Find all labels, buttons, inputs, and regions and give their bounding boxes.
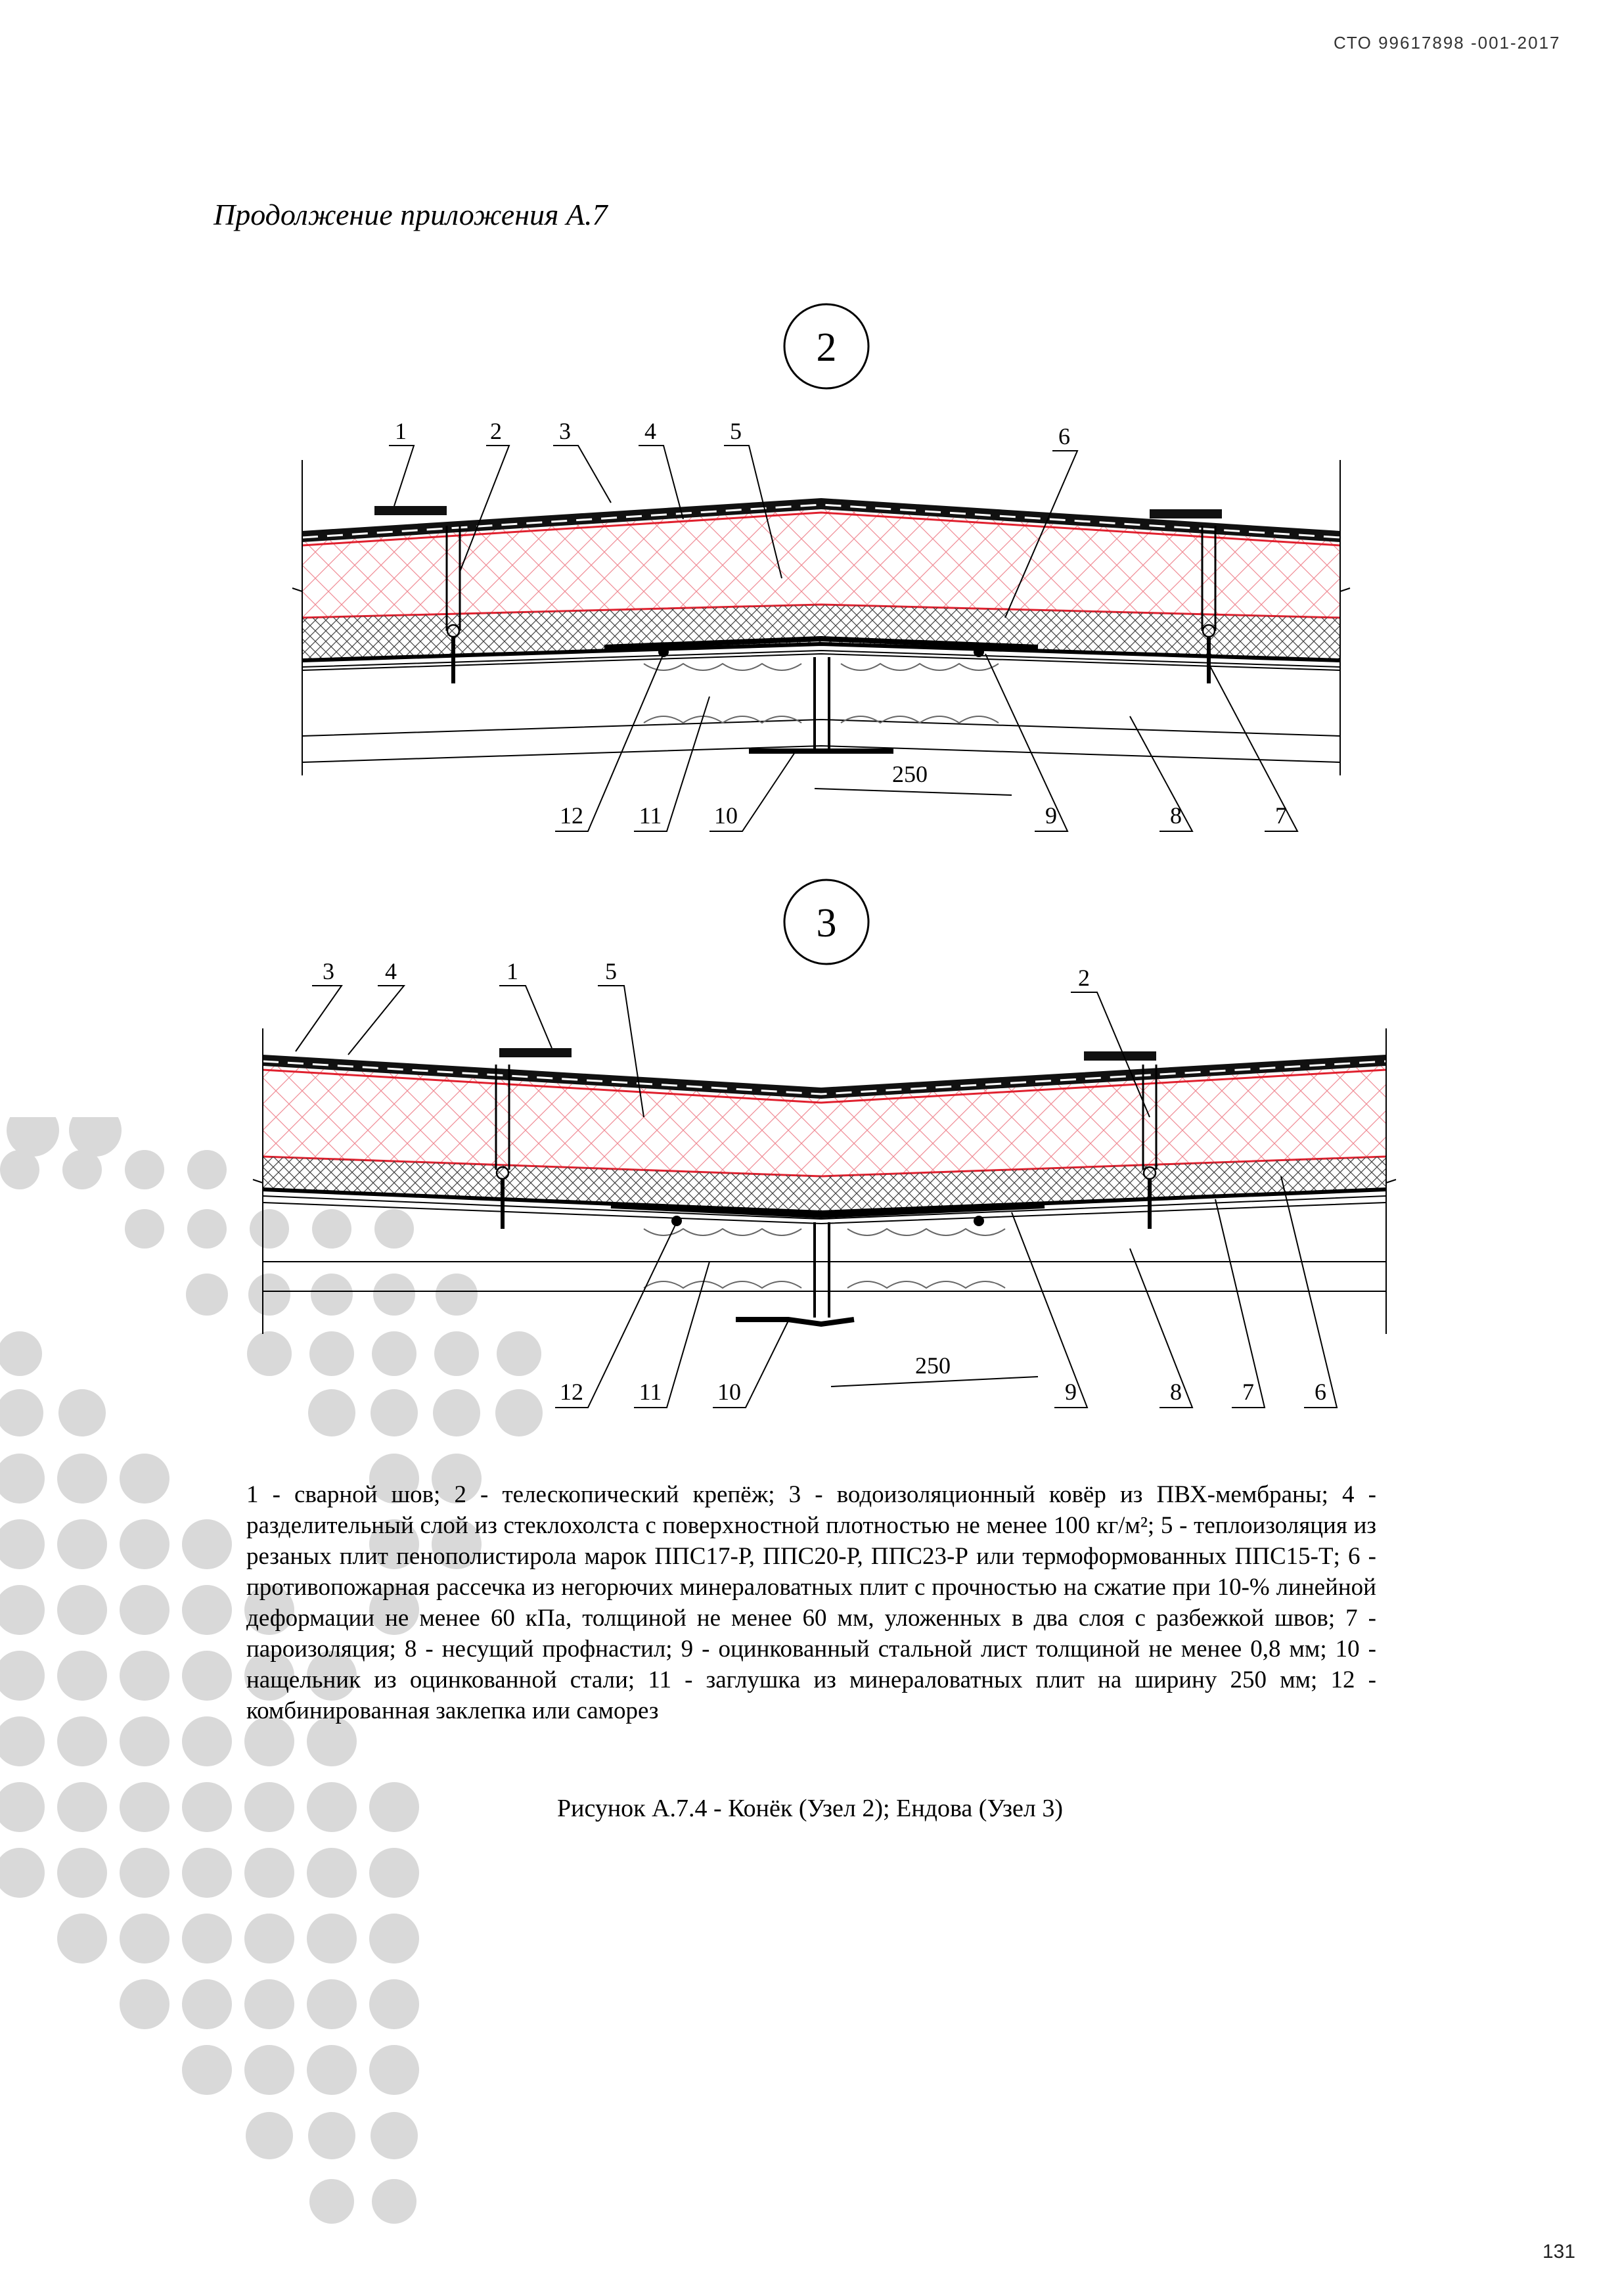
background-dot — [369, 2045, 419, 2095]
callout-label: 9 — [1065, 1379, 1077, 1405]
background-dot — [120, 1585, 169, 1635]
callout-label: 9 — [1045, 802, 1057, 829]
background-dot — [0, 1519, 45, 1569]
background-dot — [308, 2112, 355, 2159]
svg-text:3: 3 — [816, 901, 837, 946]
background-dot — [0, 1585, 45, 1635]
background-dot — [307, 2045, 357, 2095]
background-dot — [369, 1914, 419, 1963]
callout-label: 1 — [506, 958, 518, 984]
background-dot — [120, 1519, 169, 1569]
dimension-label: 250 — [892, 761, 928, 787]
document-code: СТО 99617898 -001-2017 — [1334, 33, 1561, 53]
background-dot — [182, 1979, 232, 2029]
callout-label: 6 — [1058, 423, 1070, 449]
callout-label: 11 — [639, 802, 662, 829]
valley-node-drawing — [0, 874, 1620, 1446]
callout-label: 3 — [559, 418, 571, 444]
background-dot — [0, 1716, 45, 1766]
background-dot — [120, 1651, 169, 1701]
background-dot — [307, 1914, 357, 1963]
background-dot — [182, 1651, 232, 1701]
background-dot — [120, 1848, 169, 1898]
background-dot — [57, 1651, 107, 1701]
background-dot — [0, 1651, 45, 1701]
callout-label: 2 — [490, 418, 502, 444]
callout-label: 3 — [323, 958, 334, 984]
background-dot — [120, 1979, 169, 2029]
background-dot — [0, 1454, 45, 1504]
background-dot — [244, 1979, 294, 2029]
dimension-label: 250 — [915, 1352, 951, 1379]
callout-label: 4 — [385, 958, 397, 984]
node-number-circle — [784, 304, 868, 388]
callout-label: 6 — [1315, 1379, 1326, 1405]
background-dot — [57, 1454, 107, 1504]
callout-label: 5 — [605, 958, 617, 984]
background-dot — [309, 2179, 354, 2224]
background-dot — [182, 1848, 232, 1898]
background-dot — [182, 1585, 232, 1635]
callout-label: 7 — [1242, 1379, 1254, 1405]
background-dot — [57, 1716, 107, 1766]
background-dot — [120, 1454, 169, 1504]
background-dot — [57, 1585, 107, 1635]
background-dot — [371, 2112, 418, 2159]
background-dot — [57, 1519, 107, 1569]
callout-label: 11 — [639, 1379, 662, 1405]
callout-label: 12 — [560, 1379, 583, 1405]
background-dot — [182, 2045, 232, 2095]
callout-label: 1 — [395, 418, 407, 444]
background-dot — [182, 1519, 232, 1569]
callout-label: 8 — [1170, 802, 1182, 829]
background-dot — [307, 1979, 357, 2029]
background-dot — [120, 1716, 169, 1766]
background-dot — [244, 1848, 294, 1898]
callout-label: 10 — [714, 802, 738, 829]
background-dot — [0, 1848, 45, 1898]
callout-label: 7 — [1275, 802, 1287, 829]
background-dot — [182, 1914, 232, 1963]
callout-label: 4 — [644, 418, 656, 444]
figure-caption: Рисунок А.7.4 - Конёк (Узел 2); Ендова (Узел 3) — [556, 1795, 1064, 1822]
background-dot — [244, 1914, 294, 1963]
background-dot — [246, 2112, 293, 2159]
callout-label: 12 — [560, 802, 583, 829]
background-dot — [369, 1848, 419, 1898]
callout-label: 10 — [717, 1379, 741, 1405]
callout-label: 8 — [1170, 1379, 1182, 1405]
svg-text:2: 2 — [816, 325, 837, 370]
background-dot — [57, 1914, 107, 1963]
background-dot — [182, 1716, 232, 1766]
callout-label: 2 — [1078, 965, 1090, 991]
node-number-circle — [784, 880, 868, 964]
background-dot — [307, 1848, 357, 1898]
callout-label: 5 — [730, 418, 742, 444]
background-dot — [120, 1914, 169, 1963]
background-dot — [369, 1979, 419, 2029]
legend-text: 1 - сварной шов; 2 - телескопический крепёж; 3 - водоизоляционный ковёр из ПВХ-мембраны; 4 - разделительный слой из стеклохолста с поверхностной плотностью не менее 100 кг/м²; 5 - теплоизоляция из резаных плит пенополистирола марок ППС17-Р, ППС20-Р, ППС23-Р или термоформованных ППС15-Т; 6 - противопожарная рассечка из негорючих минераловатных плит с прочностью на сжатие при 10-% линейной деформации не менее 60 кПа, толщиной не менее 60 мм, уложенных в два слоя с разбежкой швов; 7 - пароизоляция; 8 - несущий профнастил; 9 - оцинкованный стальной лист толщиной не менее 0,8 мм; 10 - нащельник из оцинкованной стали; 11 - заглушка из минераловатных плит на ширину 250 мм; 12 - комбинированная заклепка или саморез — [246, 1481, 1376, 1724]
background-dot — [372, 2179, 416, 2224]
ppsinsulation-layer — [263, 1066, 1386, 1176]
page-number: 131 — [1542, 2241, 1576, 2262]
ridge-node-drawing — [0, 302, 1620, 867]
continuation-title: Продолжение приложения А.7 — [214, 198, 608, 231]
background-dot — [244, 2045, 294, 2095]
background-dot — [57, 1848, 107, 1898]
